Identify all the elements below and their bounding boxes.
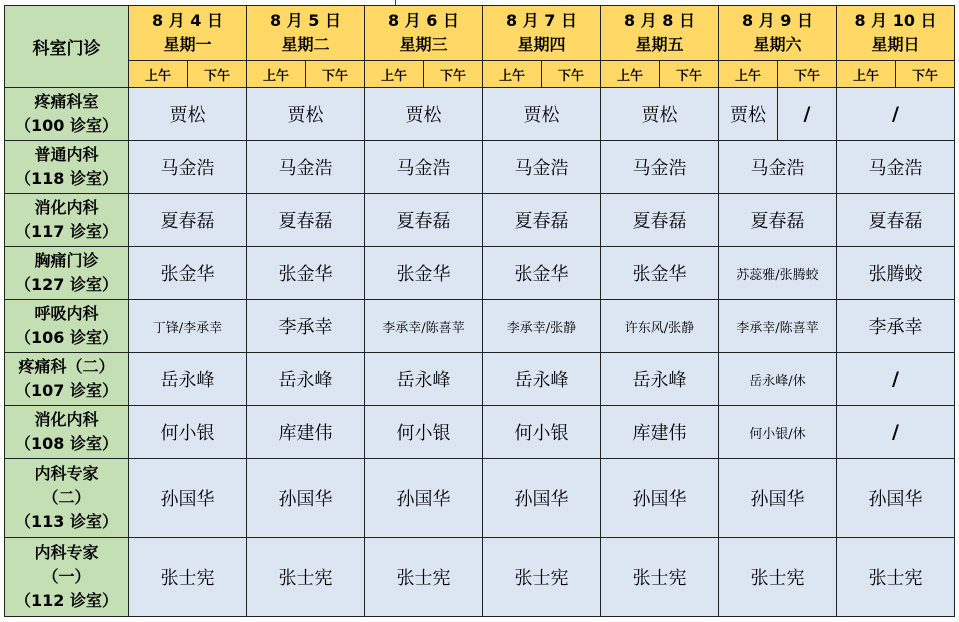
day-header [365,6,483,61]
dept-label-line: （117 诊室） [15,222,118,241]
doctor-cell: 孙国华 [247,459,365,538]
doctor-cell: 夏春磊 [837,194,955,247]
dept-label-line: （127 诊室） [15,275,118,294]
doctor-cell: 孙国华 [365,459,483,538]
doctor-cell: 张士宪 [247,538,365,617]
day-weekday: 星期二 [281,35,330,54]
dept-label-line: （108 诊室） [15,434,118,453]
day-date: 8 月 6 日 [388,11,459,30]
day-weekday: 星期五 [635,35,684,54]
doctor-cell: 岳永峰 [129,353,247,406]
doctor-cell: 孙国华 [129,459,247,538]
dept-label-line: 内科专家 [34,464,99,483]
header-row-dates [5,6,955,61]
day-header [837,6,955,61]
doctor-cell: 贾松 [365,88,483,141]
doctor-cell: 张金华 [129,247,247,300]
table-row [5,88,955,141]
am-label: 上午 [365,61,424,88]
doctor-cell: 李承幸 [247,300,365,353]
day-weekday: 星期一 [163,35,212,54]
table-row [5,459,955,538]
schedule-body [5,6,955,617]
doctor-cell: 李承幸/陈喜苹 [719,300,837,353]
dept-label-line: （一） [42,567,91,586]
doctor-cell: 张士宪 [601,538,719,617]
dept-label-line: （118 诊室） [15,169,118,188]
day-header [719,6,837,61]
day-date: 8 月 9 日 [742,11,813,30]
day-date: 8 月 4 日 [152,11,223,30]
doctor-cell: 张金华 [601,247,719,300]
doctor-cell: 孙国华 [601,459,719,538]
doctor-cell: 岳永峰 [247,353,365,406]
doctor-cell: 许东风/张静 [601,300,719,353]
doctor-cell: 何小银 [365,406,483,459]
dept-label-line: 消化内科 [34,198,99,217]
corner-header: 科室门诊 [5,6,129,88]
doctor-cell: 贾松 [719,88,778,141]
table-row [5,141,955,194]
day-weekday: 星期三 [399,35,448,54]
doctor-cell: 夏春磊 [483,194,601,247]
doctor-cell: 张士宪 [365,538,483,617]
doctor-cell: 李承幸/陈喜苹 [365,300,483,353]
dept-label-line: （107 诊室） [15,381,118,400]
dept-label [5,459,129,538]
day-date: 8 月 5 日 [270,11,341,30]
doctor-cell: 张金华 [483,247,601,300]
doctor-cell: 张士宪 [129,538,247,617]
table-row [5,353,955,406]
doctor-cell: 丁锋/李承幸 [129,300,247,353]
am-label: 上午 [483,61,542,88]
doctor-cell: 马金浩 [483,141,601,194]
dept-label-line: 消化内科 [34,410,99,429]
table-row [5,194,955,247]
dept-label-line: 疼痛科室 [34,92,99,111]
dept-label [5,194,129,247]
pm-label: 下午 [542,61,601,88]
day-header [483,6,601,61]
doctor-cell: 张士宪 [719,538,837,617]
doctor-cell: 马金浩 [601,141,719,194]
doctor-cell: 孙国华 [483,459,601,538]
doctor-cell: 贾松 [247,88,365,141]
doctor-cell: 贾松 [129,88,247,141]
day-header [247,6,365,61]
dept-label [5,353,129,406]
doctor-cell: 何小银/休 [719,406,837,459]
day-date: 8 月 8 日 [624,11,695,30]
pm-label: 下午 [660,61,719,88]
dept-label [5,141,129,194]
dept-label-line: （113 诊室） [15,512,118,531]
pm-label: 下午 [778,61,837,88]
doctor-cell: 岳永峰 [365,353,483,406]
day-date: 8 月 7 日 [506,11,577,30]
doctor-cell: 马金浩 [837,141,955,194]
doctor-cell: 岳永峰 [601,353,719,406]
table-row [5,538,955,617]
am-label: 上午 [129,61,188,88]
doctor-cell: 张士宪 [483,538,601,617]
doctor-cell: 马金浩 [719,141,837,194]
pm-label: 下午 [306,61,365,88]
day-header [129,6,247,61]
doctor-cell: 张金华 [365,247,483,300]
day-weekday: 星期六 [753,35,802,54]
header-row-halfday [5,61,955,88]
dept-label-line: （112 诊室） [15,591,118,610]
am-label: 上午 [601,61,660,88]
day-weekday: 星期四 [517,35,566,54]
dept-label-line: 内科专家 [34,543,99,562]
doctor-cell: 苏蕊雅/张腾蛟 [719,247,837,300]
no-clinic-cell: / [837,406,955,459]
am-label: 上午 [719,61,778,88]
doctor-cell: 库建伟 [601,406,719,459]
doctor-cell: 马金浩 [365,141,483,194]
doctor-cell: 夏春磊 [365,194,483,247]
dept-label-line: 胸痛门诊 [34,251,99,270]
am-label: 上午 [247,61,306,88]
doctor-cell: 贾松 [601,88,719,141]
table-row [5,247,955,300]
doctor-cell: 夏春磊 [719,194,837,247]
clinic-schedule-table [4,5,955,617]
table-row [5,406,955,459]
dept-label-line: （106 诊室） [15,328,118,347]
no-clinic-cell: / [778,88,837,141]
am-label: 上午 [837,61,896,88]
doctor-cell: 库建伟 [247,406,365,459]
pm-label: 下午 [424,61,483,88]
dept-label [5,247,129,300]
dept-label [5,300,129,353]
doctor-cell: 夏春磊 [601,194,719,247]
day-weekday: 星期日 [871,35,920,54]
doctor-cell: 岳永峰 [483,353,601,406]
doctor-cell: 孙国华 [719,459,837,538]
day-date: 8 月 10 日 [854,11,937,30]
dept-label-line: 普通内科 [34,145,99,164]
dept-label [5,88,129,141]
doctor-cell: 李承幸/张静 [483,300,601,353]
dept-label-line: 呼吸内科 [34,304,99,323]
doctor-cell: 张金华 [247,247,365,300]
dept-label [5,538,129,617]
doctor-cell: 何小银 [129,406,247,459]
pm-label: 下午 [188,61,247,88]
table-row [5,300,955,353]
dept-label [5,406,129,459]
doctor-cell: 张腾蛟 [837,247,955,300]
doctor-cell: 张士宪 [837,538,955,617]
pm-label: 下午 [896,61,955,88]
doctor-cell: 夏春磊 [247,194,365,247]
doctor-cell: 贾松 [483,88,601,141]
doctor-cell: 李承幸 [837,300,955,353]
doctor-cell: 马金浩 [247,141,365,194]
doctor-cell: 夏春磊 [129,194,247,247]
dept-label-line: 疼痛科（二） [18,357,115,376]
no-clinic-cell: / [837,88,955,141]
doctor-cell: 岳永峰/休 [719,353,837,406]
doctor-cell: 马金浩 [129,141,247,194]
doctor-cell: 何小银 [483,406,601,459]
dept-label-line: （二） [42,488,91,507]
day-header [601,6,719,61]
no-clinic-cell: / [837,353,955,406]
doctor-cell: 孙国华 [837,459,955,538]
dept-label-line: （100 诊室） [15,116,118,135]
